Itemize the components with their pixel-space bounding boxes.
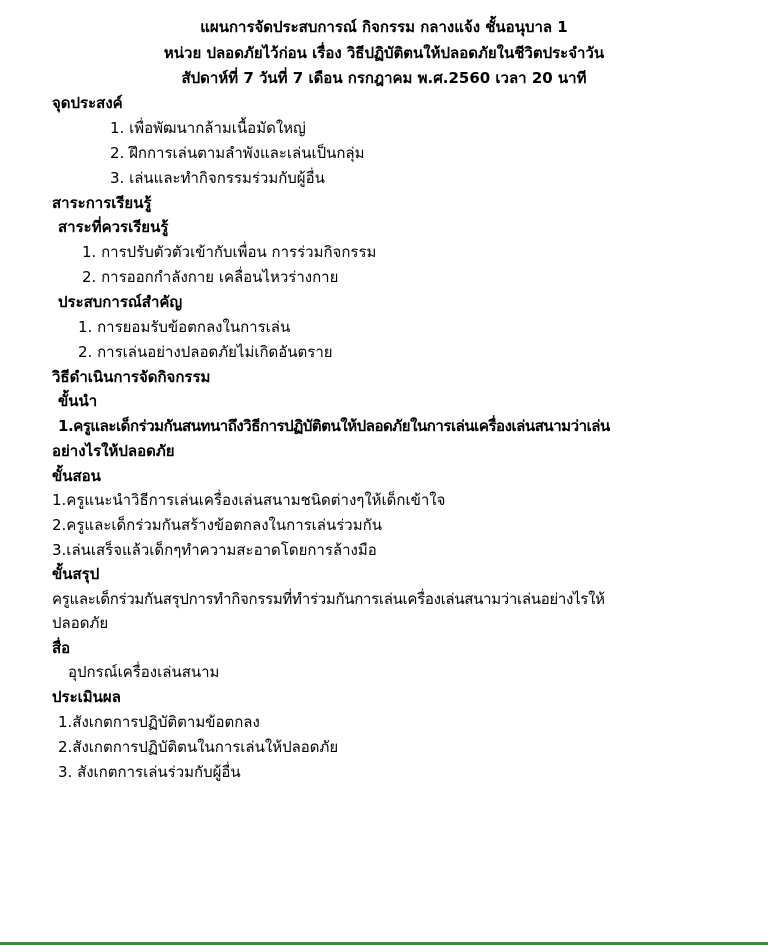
objective-item: 3. เล่นและทำกิจกรรมร่วมกับผู้อื่น: [110, 169, 325, 187]
key-experiences-heading: ประสบการณ์สำคัญ: [58, 293, 183, 311]
intro-text-line2: อย่างไรให้ปลอดภัย: [52, 442, 175, 460]
objective-item: 1. เพื่อพัฒนากล้ามเนื้อมัดใหญ่: [110, 119, 306, 137]
objective-item: 2. ฝึกการเล่นตามลำพังและเล่นเป็นกลุ่ม: [110, 144, 365, 162]
media-item: อุปกรณ์เครื่องเล่นสนาม: [68, 663, 220, 681]
summary-text-line2: ปลอดภัย: [52, 614, 109, 632]
step-item: 3.เล่นเสร็จแล้วเด็กๆทำความสะอาดโดยการล้างมือ: [52, 541, 377, 559]
header-unit: หน่วย ปลอดภัยไว้ก่อน เรื่อง วิธีปฏิบัติตนให้ปลอดภัยในชีวิตประจำวัน: [163, 44, 605, 62]
evaluation-item: 1.สังเกตการปฏิบัติตามข้อตกลง: [58, 713, 260, 731]
intro-heading: ขั้นนำ: [58, 392, 98, 410]
evaluation-item: 3. สังเกตการเล่นร่วมกับผู้อื่น: [58, 763, 241, 781]
learning-content-item: 1. การปรับตัวตัวเข้ากับเพื่อน การร่วมกิจกรรม: [82, 243, 377, 261]
intro-text-line1: 1.ครูและเด็กร่วมกันสนทนาถึงวิธีการปฏิบัติตนให้ปลอดภัยในการเล่นเครื่องเล่นสนามว่าเล่น: [58, 417, 610, 435]
objectives-heading: จุดประสงค์: [52, 94, 123, 112]
learning-content-heading: สาระการเรียนรู้: [52, 194, 152, 212]
summary-heading: ขั้นสรุป: [52, 565, 100, 583]
summary-text-line1: ครูและเด็กร่วมกันสรุปการทำกิจกรรมที่ทำร่วมกันการเล่นเครื่องเล่นสนามว่าเล่นอย่างไรให้: [52, 590, 605, 608]
learning-content-subheading: สาระที่ควรเรียนรู้: [58, 218, 169, 236]
key-experience-item: 2. การเล่นอย่างปลอดภัยไม่เกิดอันตราย: [78, 343, 333, 361]
learning-content-item: 2. การออกกำลังกาย เคลื่อนไหวร่างกาย: [82, 268, 339, 286]
media-heading: สื่อ: [52, 639, 71, 657]
header-date: สัปดาห์ที่ 7 วันที่ 7 เดือน กรกฎาคม พ.ศ.2560 เวลา 20 นาที: [181, 69, 587, 87]
steps-heading: ขั้นสอน: [52, 467, 101, 485]
evaluation-item: 2.สังเกตการปฏิบัติตนในการเล่นให้ปลอดภัย: [58, 738, 339, 756]
key-experience-item: 1. การยอมรับข้อตกลงในการเล่น: [78, 318, 291, 336]
evaluation-heading: ประเมินผล: [52, 688, 121, 706]
step-item: 1.ครูแนะนำวิธีการเล่นเครื่องเล่นสนามชนิดต่างๆให้เด็กเข้าใจ: [52, 491, 446, 509]
header-title: แผนการจัดประสบการณ์ กิจกรรม กลางแจ้ง ชั้นอนุบาล 1: [200, 18, 568, 36]
procedure-heading: วิธีดำเนินการจัดกิจกรรม: [52, 368, 211, 386]
step-item: 2.ครูและเด็กร่วมกันสร้างข้อตกลงในการเล่นร่วมกัน: [52, 516, 382, 534]
